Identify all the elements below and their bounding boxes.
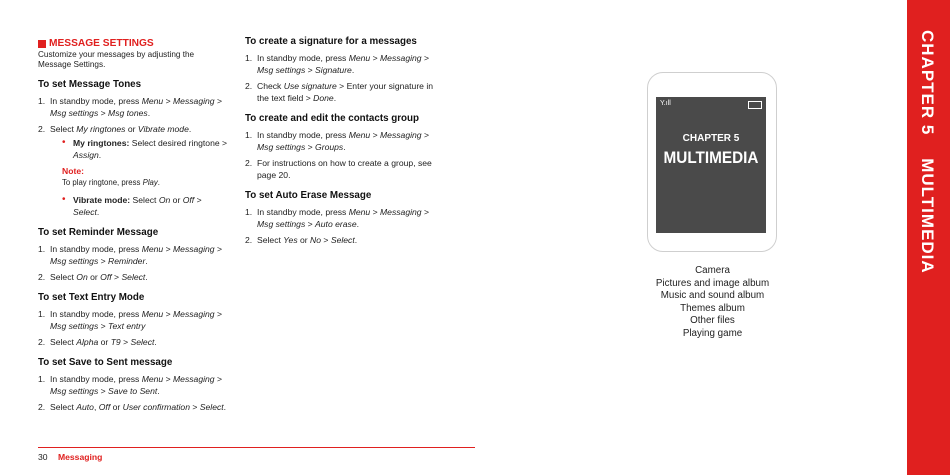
bullet-item: • My ringtones: Select desired ringtone > Assign. [62,137,228,160]
battery-icon [748,101,762,109]
steps-message-tones [38,95,228,218]
multimedia-menu-list [620,265,805,341]
step: 1. In standby mode, press Menu > Messaging > Msg settings > Text entry [38,309,222,331]
section-description: Customize your messages by adjusting the Message Settings. [38,50,195,69]
list-item: Playing game [682,327,743,339]
page-number: 30 [38,452,48,462]
bullet-dot-icon: • [62,194,66,205]
signal-icon: Y.ıll [660,100,671,107]
steps-groups [245,129,440,181]
phone-screen [656,97,766,233]
status-bar [660,100,762,110]
heading-auto-erase: To set Auto Erase Message [245,190,372,201]
steps-reminder [38,243,228,283]
footer [38,452,102,462]
step: 2. Select My ringtones or Vibrate mode. • My ringtones: Select desired ringtone > Assign. Note: To play ringtone, press Play. • Vibrate mode: Select On or Off > Select. [38,124,228,217]
heading-text-entry: To set Text Entry Mode [38,292,145,303]
steps-auto-erase [245,206,440,246]
list-item: Other files [690,315,735,327]
bullet-dot-icon: • [62,137,66,148]
heading-signature: To create a signature for a messages [245,36,417,47]
heading-message-tones: To set Message Tones [38,79,142,90]
list-item: Camera [695,265,730,276]
steps-save-to-sent [38,373,228,413]
bullet-item: • Vibrate mode: Select On or Off > Select. [62,194,202,217]
step: 2. For instructions on how to create a group, see page 20. [245,158,432,180]
list-item: Pictures and image album [655,277,770,289]
step: 1. In standby mode, press Menu > Messaging > Msg settings > Save to Sent. [38,374,222,396]
section-square-icon [38,40,46,48]
step: 2. Select On or Off > Select. [38,272,148,282]
step: 1. In standby mode, press Menu > Messaging > Msg settings > Auto erase. [245,207,429,229]
list-item: Themes album [680,302,745,314]
step: 2. Select Alpha or T9 > Select. [38,337,157,347]
section-title: MESSAGE SETTINGS [38,38,228,50]
footer-divider [38,447,475,448]
right-column [245,36,440,250]
left-column [38,36,228,417]
list-item: Music and sound album [660,290,765,302]
heading-reminder: To set Reminder Message [38,227,159,238]
note: Note: To play ringtone, press Play. [62,166,160,187]
step: 1. In standby mode, press Menu > Messaging > Msg settings > Signature. [245,53,429,75]
step: 2. Select Auto, Off or User confirmation > Select. [38,402,227,412]
step: 1. In standby mode, press Menu > Messaging > Msg settings > Msg tones. [38,96,222,118]
chapter-side-tab-text: CHAPTER 5 MULTIMEDIA [918,30,937,274]
heading-save-to-sent: To set Save to Sent message [38,357,173,368]
steps-signature [245,52,440,104]
step: 2. Check Use signature > Enter your signature in the text field > Done. [245,81,434,103]
bullet-list [62,194,228,218]
screen-chapter-label: CHAPTER 5 [682,133,740,144]
steps-text-entry [38,308,228,348]
step: 1. In standby mode, press Menu > Messaging > Msg settings > Reminder. [38,244,222,266]
phone-illustration [647,72,777,252]
bullet-list [62,137,228,161]
step: 2. Select Yes or No > Select. [245,235,358,245]
step: 1. In standby mode, press Menu > Messaging > Msg settings > Groups. [245,130,429,152]
heading-groups: To create and edit the contacts group [245,113,420,124]
footer-section-label: Messaging [57,452,103,462]
screen-title: MULTIMEDIA [663,148,759,167]
